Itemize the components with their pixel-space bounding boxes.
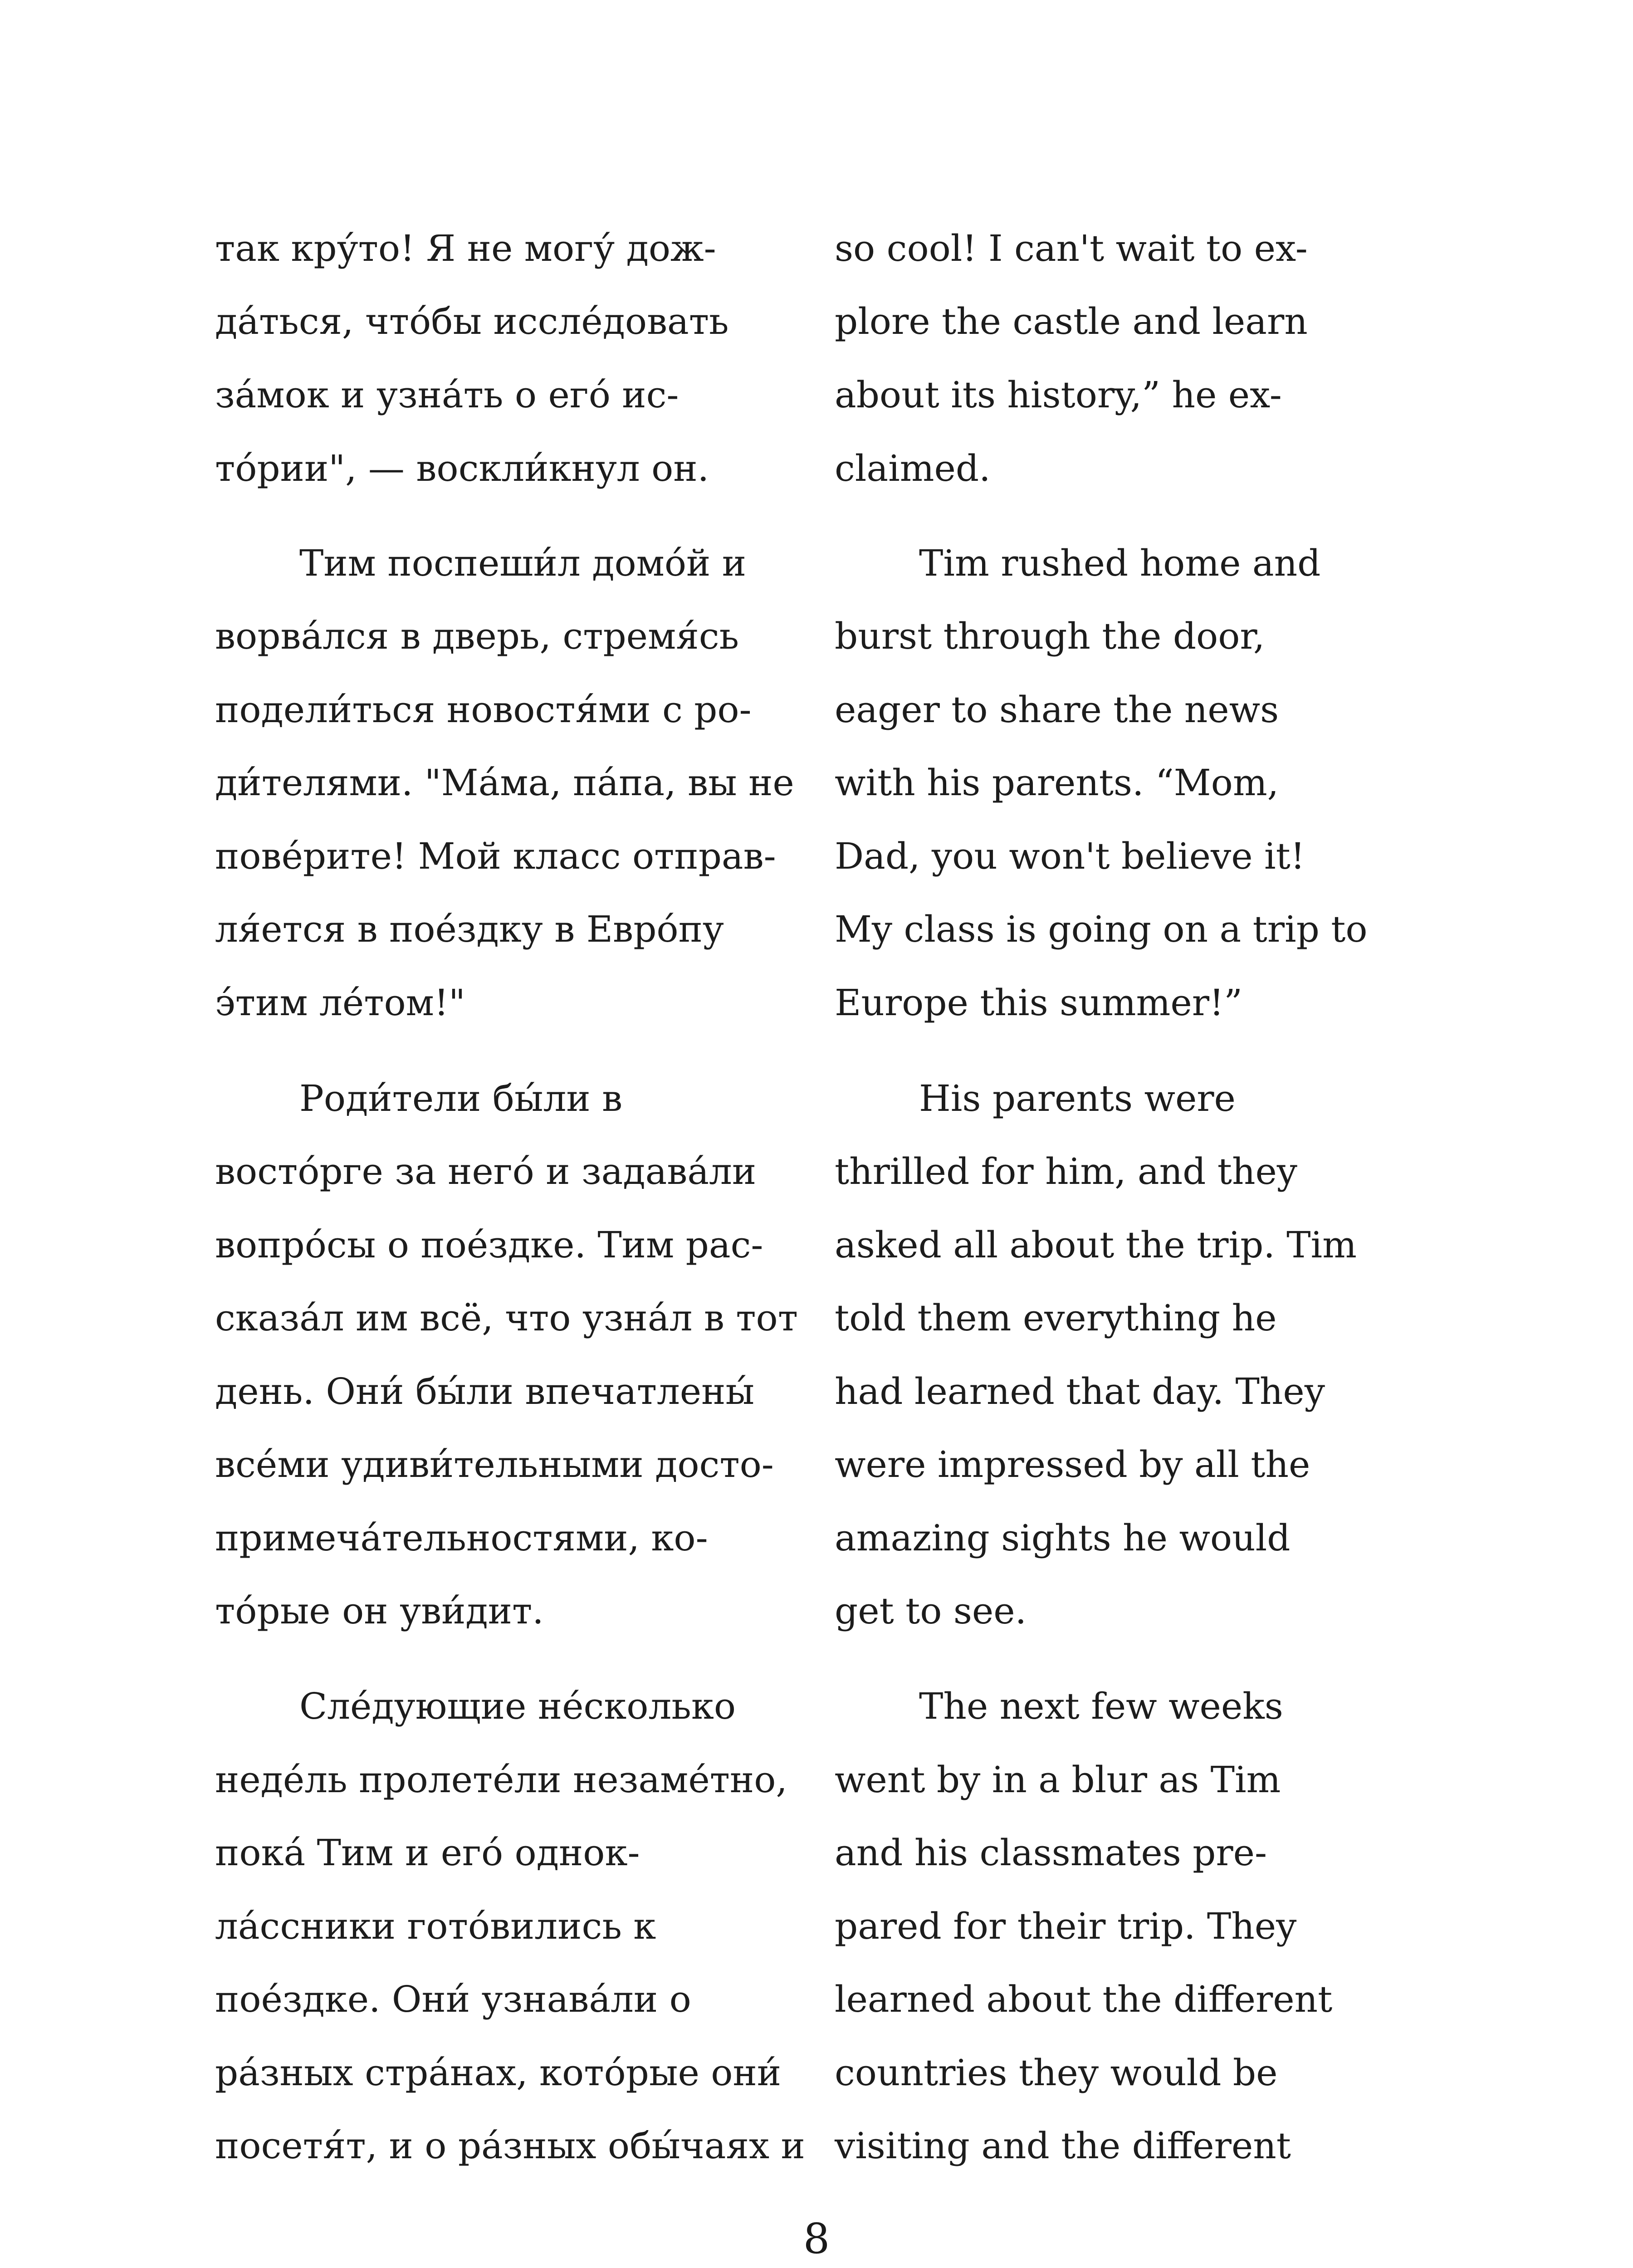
english-line: about its history,” he ex-: [835, 374, 1282, 416]
english-line: burst through the door,: [835, 615, 1265, 657]
english-line: claimed.: [835, 447, 991, 489]
english-line: amazing sights he would: [835, 1517, 1291, 1559]
english-line: and his classmates pre-: [835, 1832, 1267, 1874]
russian-line: примеча́тельностями, ко-: [215, 1517, 708, 1559]
russian-line: вопро́сы о пое́здке. Тим рас-: [215, 1224, 763, 1266]
english-line: The next few weeks: [919, 1685, 1283, 1727]
russian-line: ла́ссники гото́вились к: [215, 1905, 656, 1947]
russian-line: ра́зных стра́нах, кото́рые они́: [215, 2052, 782, 2094]
russian-line: Роди́тели бы́ли в: [299, 1077, 623, 1119]
english-line: plore the castle and learn: [835, 300, 1308, 342]
russian-line: за́мок и узна́ть о его́ ис-: [215, 374, 679, 416]
russian-line: ди́телями. "Ма́ма, па́па, вы не: [215, 762, 794, 804]
english-line: get to see.: [835, 1590, 1027, 1632]
russian-line: пока́ Тим и его́ однок-: [215, 1832, 640, 1874]
russian-line: ля́ется в пое́здку в Евро́пу: [215, 908, 724, 950]
russian-line: сказа́л им всё, что узна́л в тот: [215, 1297, 798, 1339]
english-column: [835, 0, 1424, 2268]
english-line: countries they would be: [835, 2052, 1278, 2094]
english-line: were impressed by all the: [835, 1443, 1310, 1486]
english-line: Dad, you won't believe it!: [835, 835, 1305, 877]
russian-column: [215, 0, 809, 2268]
russian-line: то́рые он уви́дит.: [215, 1590, 544, 1632]
russian-line: то́рии", — воскли́кнул он.: [215, 447, 709, 489]
russian-line: ворва́лся в дверь, стремя́сь: [215, 615, 739, 657]
russian-line: Тим поспеши́л домо́й и: [299, 542, 747, 584]
english-line: learned about the different: [835, 1978, 1333, 2020]
russian-line: пове́рите! Мой класс отправ-: [215, 835, 776, 877]
english-line: visiting and the different: [835, 2125, 1291, 2167]
russian-line: подели́ться новостя́ми с ро-: [215, 689, 752, 731]
russian-line: Сле́дующие не́сколько: [299, 1685, 736, 1727]
english-line: went by in a blur as Tim: [835, 1759, 1281, 1801]
english-line: Europe this summer!”: [835, 982, 1242, 1024]
english-line: My class is going on a trip to: [835, 908, 1368, 950]
russian-line: так кру́то! Я не могу́ дож-: [215, 227, 716, 269]
russian-line: посетя́т, и о ра́зных обы́чаях и: [215, 2125, 805, 2167]
page-number: 8: [803, 2214, 830, 2263]
english-line: so cool! I can't wait to ex-: [835, 227, 1308, 269]
english-line: had learned that day. They: [835, 1370, 1325, 1413]
russian-line: все́ми удиви́тельными досто-: [215, 1443, 774, 1486]
russian-line: восто́рге за него́ и задава́ли: [215, 1150, 757, 1193]
english-line: His parents were: [919, 1077, 1236, 1119]
english-line: with his parents. “Mom,: [835, 762, 1279, 804]
russian-line: да́ться, что́бы иссле́довать: [215, 300, 729, 342]
english-line: pared for their trip. They: [835, 1905, 1297, 1947]
russian-line: пое́здке. Они́ узнава́ли о: [215, 1978, 691, 2020]
english-line: asked all about the trip. Tim: [835, 1224, 1357, 1266]
russian-line: неде́ль пролете́ли незаме́тно,: [215, 1759, 787, 1801]
russian-line: день. Они́ бы́ли впечатлены́: [215, 1370, 755, 1413]
english-line: thrilled for him, and they: [835, 1150, 1297, 1193]
english-line: eager to share the news: [835, 689, 1279, 731]
english-line: Tim rushed home and: [919, 542, 1321, 584]
english-line: told them everything he: [835, 1297, 1277, 1339]
russian-line: э́тим ле́том!": [215, 982, 465, 1024]
